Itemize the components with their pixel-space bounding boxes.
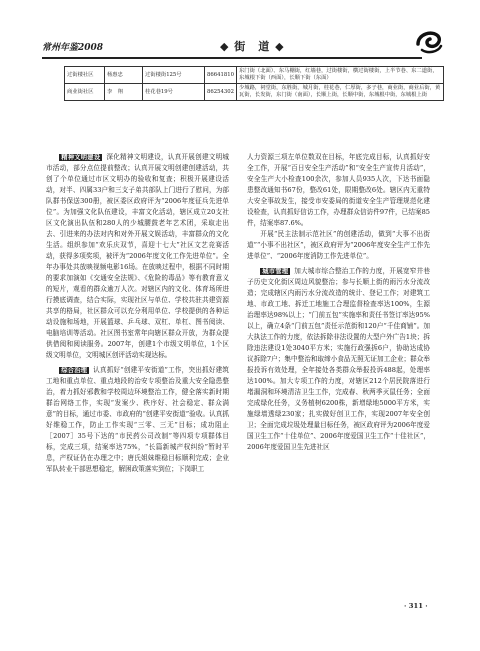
table-cell: 过街楼社区 xyxy=(65,67,105,84)
section-tag: 城市管理 xyxy=(262,268,289,275)
paragraph xyxy=(247,152,430,229)
left-column xyxy=(46,152,229,475)
section-tag: 精神文明建设 xyxy=(61,154,101,161)
table-cell: 过街楼街125号 xyxy=(143,67,205,84)
table-cell: 东门街（北面）、东马棚街，红墙巷，过街楼街，横过街楼街，上半节巷、东二道街，东城根下街（西面），长顺下街（东面） xyxy=(237,67,444,84)
table-cell: 商业街社区 xyxy=(65,84,105,101)
paragraph-text: 深化精神文明建设，认真开展创建文明城市活动，部分点位提前整改；认真开展文明创建创建活动，共创了个单位通过市区文明办的验收和复查；积极开展建设活动，对半、四属33户和三支子弟共部队上门进行了慰问，为部队群书保送300册，被区委区政府评为“2006年度征兵先进单位”。为加强文化队伍建设，丰富文化活动，辖区成立20支社区文化演出队伍和280人的少城腰鼓老年艺术团，采取走出去、引进来的办法对内和对外开展文娱活动，丰富群众的文化生活。组织参加“欢乐庆双节，喜迎十七大”社区文艺竞赛活动，获得多项奖项，被评为“2006年度文化工作先进单位”。全年办事处共放映视频电影16场。在放映过程中，根据不同时期的要求加演如《交通安全法规》、《危险的毒品》等有教育意义的短片，观看的群众逾万人次。对辖区内的文化、体育场所进行摸底调查，结合实际，实现社区与单位、学校共驻共建资源共享的格局，社区群众可以充分利用单位、学校提供的各种运动设施和场地，开展篮球、乒乓球、双杠、单杠、图书阅读、电脑培训等活动。社区图书室常年向辖区群众开放，为群众提供借阅和阅读服务。2007年，创建1个市级文明单位，1个区级文明单位，文明城区创评活动实现达标。 xyxy=(46,153,230,359)
right-column xyxy=(247,152,430,453)
paragraph xyxy=(46,365,229,475)
running-header xyxy=(42,34,438,58)
table-row xyxy=(65,67,444,84)
table-row xyxy=(65,84,444,101)
paragraph xyxy=(247,266,430,453)
table-cell: 86641810 xyxy=(205,67,237,84)
table-cell: 李 翔 xyxy=(105,84,143,101)
table-cell: 杨惠忠 xyxy=(105,67,143,84)
paragraph xyxy=(46,152,229,361)
table-cell: 桂花巷19号 xyxy=(143,84,205,101)
paragraph-text: 加大城市综合整治工作的力度，开展宽窄井巷子历史文化街区周边风貌整治；参与长顺上街的雨污水分流改造；完成辖区内雨污水分流改造的统计、登记工作；对建筑工地、市政工地、拆迁工地施工合理监督检查率达100%，生源治理率达98%以上；“门前五包”实施率和责任书签订率达95%以上，确立4条“门前五包”责任示范街和120户“千佳商铺”。加大执法工作的力度，依法拆除非法设置的大型户外广告1块；拆除违法建设1处3040平方米；实施行政强拆6户，协助达成协议拆除7户；集中整治和取缔小食品无照无证加工企业；群众举报投诉有效处理，全年接处各类群众举报投诉488起，处理率达100%。加大专项工作的力度，对辖区212个居民院落进行堵漏洞和环境清洁卫生工作，完成春、秋两季灭鼠任务；全面完成绿化任务，义务植树6200株，新增绿地5000平方米，实施绿墙透绿230家；扎实做好创卫工作，实现2007年安全创卫；全面完成垃圾处理量目标任务，被区政府评为2006年度爱国卫生工作“十佳单位”、2006年度爱国卫生工作“十佳社区”，2006年度爱国卫生先进社区 xyxy=(247,267,431,451)
section-tag: 综合治理 xyxy=(61,367,88,374)
paragraph-text: 认真抓好“创建平安街道”工作，突出抓好建筑工地和重点单位、重点地段的治安专项整治及重大安全隐患整治，着力抓好邪教和学校周边环境整治工作，健全落实新时期群治网络工作，实现“发案少、秩序好、社会稳定、群众满意”的目标，通过市委、市政府的“创建平安街道”验收。认真抓好维稳工作，防止工作实现“三零、三无”目标；成功阻止［2007］35号下达的“市民药公司改制”等四项专项群体目标，完成三项，结案率达75%，“长篇新城产权纠纷”暂时平息，产权证仍在办理之中；唐氏姐妹维稳目标顺利完成；企业军队转业干部思想稳定，解困政策落实到位；下岗职工 xyxy=(46,366,229,473)
section-title: ◆ 街 道 ◆ xyxy=(220,40,285,53)
swirl-logo-icon xyxy=(414,26,444,56)
header-rule xyxy=(42,57,422,59)
table-cell: 86254302 xyxy=(205,84,237,101)
paragraph-text: 人力资源三项左单位数双在目标，年底完成目标，认真抓好安全工作，开展“百日安全生产活动”和“安全生产宣传月活动”，安全生产大小检查100余次，参加人员935人次，下达书面隐患整改通知书67份，整改61处，限期整改6处。辖区内无重特大安全事故发生，接受市安委局的街道安全生产管理规范化建设检查，认真抓好信访工作，办理群众信访件97件，已结案85件，结案率87.6%。 xyxy=(247,153,430,227)
paragraph-text: 开展“民主法制示范社区”的创建活动，做到“大事不出街道”“小事不出社区”，被区政府评为“2006年度安全生产工作先进单位”、“2006年度消防工作先进单位”。 xyxy=(247,230,430,260)
yearbook-title: 常州年鉴2008 xyxy=(42,43,104,53)
table-cell: 少城路，祠堂街，东胜街，城月街，桂花巷，仁厚街，多子巷，商业街，商业后街，黄瓦街，长发街，东门街（南面），长顺上街，长顺中街，东城根中街，东城根上街 xyxy=(237,84,444,101)
paragraph xyxy=(247,229,430,262)
community-table xyxy=(64,66,444,101)
page-number: · 311 · xyxy=(404,602,428,610)
